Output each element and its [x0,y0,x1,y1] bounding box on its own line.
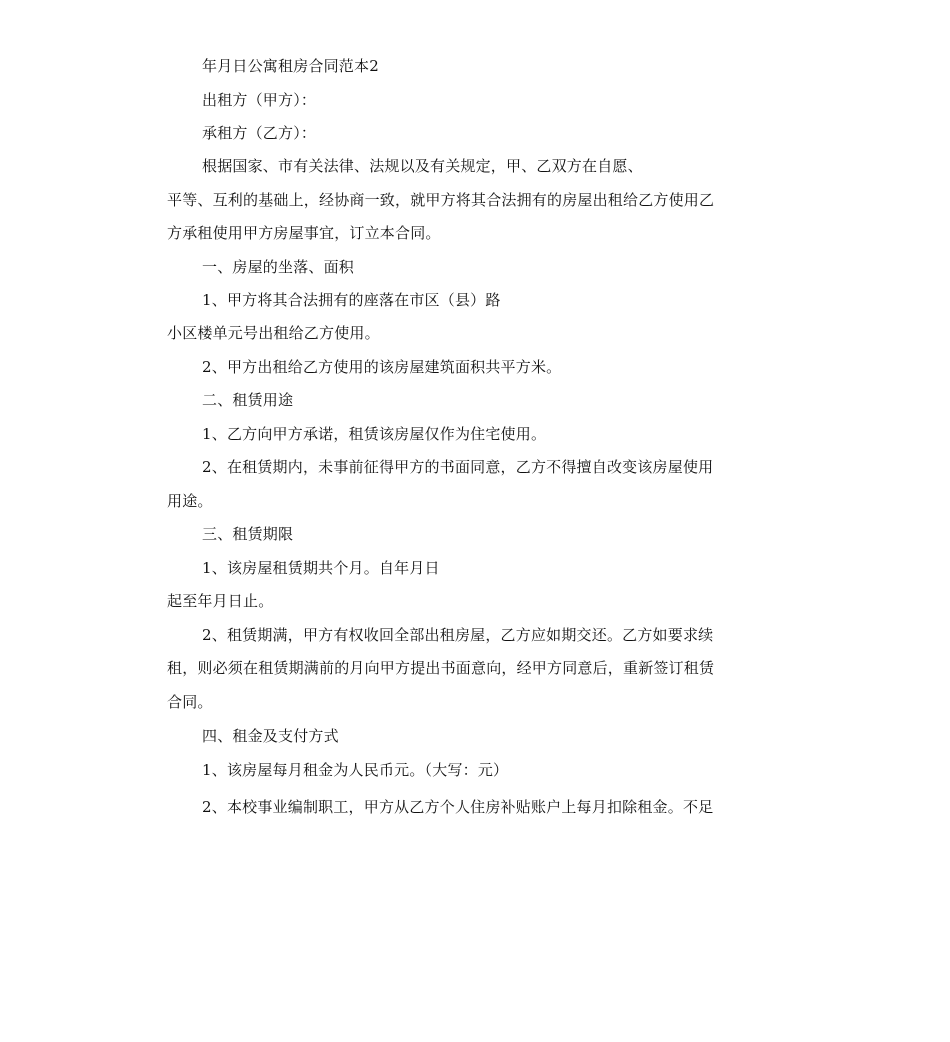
clause-2-1: 1、乙方向甲方承诺，租赁该房屋仅作为住宅使用。 [202,425,547,443]
section-heading-2: 二、租赁用途 [202,391,294,409]
clause-4-2-line-1: 2、本校事业编制职工，甲方从乙方个人住房补贴账户上每月扣除租金。不足 [202,798,714,816]
preamble-line-1: 根据国家、市有关法律、法规以及有关规定，甲、乙双方在自愿、 [202,157,643,175]
clause-1-2: 2、甲方出租给乙方使用的该房屋建筑面积共平方米。 [202,358,562,376]
clause-3-2-line-2: 租，则必须在租赁期满前的月向甲方提出书面意向，经甲方同意后，重新签订租赁 [167,659,715,677]
clause-3-1-line-2: 起至年月日止。 [167,592,274,610]
preamble-line-2: 平等、互利的基础上，经协商一致，就甲方将其合法拥有的房屋出租给乙方使用乙 [167,191,715,209]
lessee-line: 承租方（乙方）： [202,124,317,142]
section-heading-3: 三、租赁期限 [202,525,294,543]
clause-3-1-line-1: 1、该房屋租赁期共个月。自年月日 [202,559,440,577]
clause-1-1-line-2: 小区楼单元号出租给乙方使用。 [167,324,380,342]
clause-3-2-line-3: 合同。 [167,693,213,711]
section-heading-1: 一、房屋的坐落、面积 [202,258,355,276]
clause-2-2-line-2: 用途。 [167,492,213,510]
lessor-line: 出租方（甲方）： [202,91,317,109]
clause-2-2-line-1: 2、在租赁期内，未事前征得甲方的书面同意，乙方不得擅自改变该房屋使用 [202,458,714,476]
document-title: 年月日公寓租房合同范本2 [202,57,379,75]
clause-3-2-line-1: 2、租赁期满，甲方有权收回全部出租房屋，乙方应如期交还。乙方如要求续 [202,626,714,644]
section-heading-4: 四、租金及支付方式 [202,727,339,745]
clause-4-1: 1、该房屋每月租金为人民币元。（大写：元） [202,761,509,779]
preamble-line-3: 方承租使用甲方房屋事宜，订立本合同。 [167,224,441,242]
clause-1-1-line-1: 1、甲方将其合法拥有的座落在市区（县）路 [202,291,501,309]
